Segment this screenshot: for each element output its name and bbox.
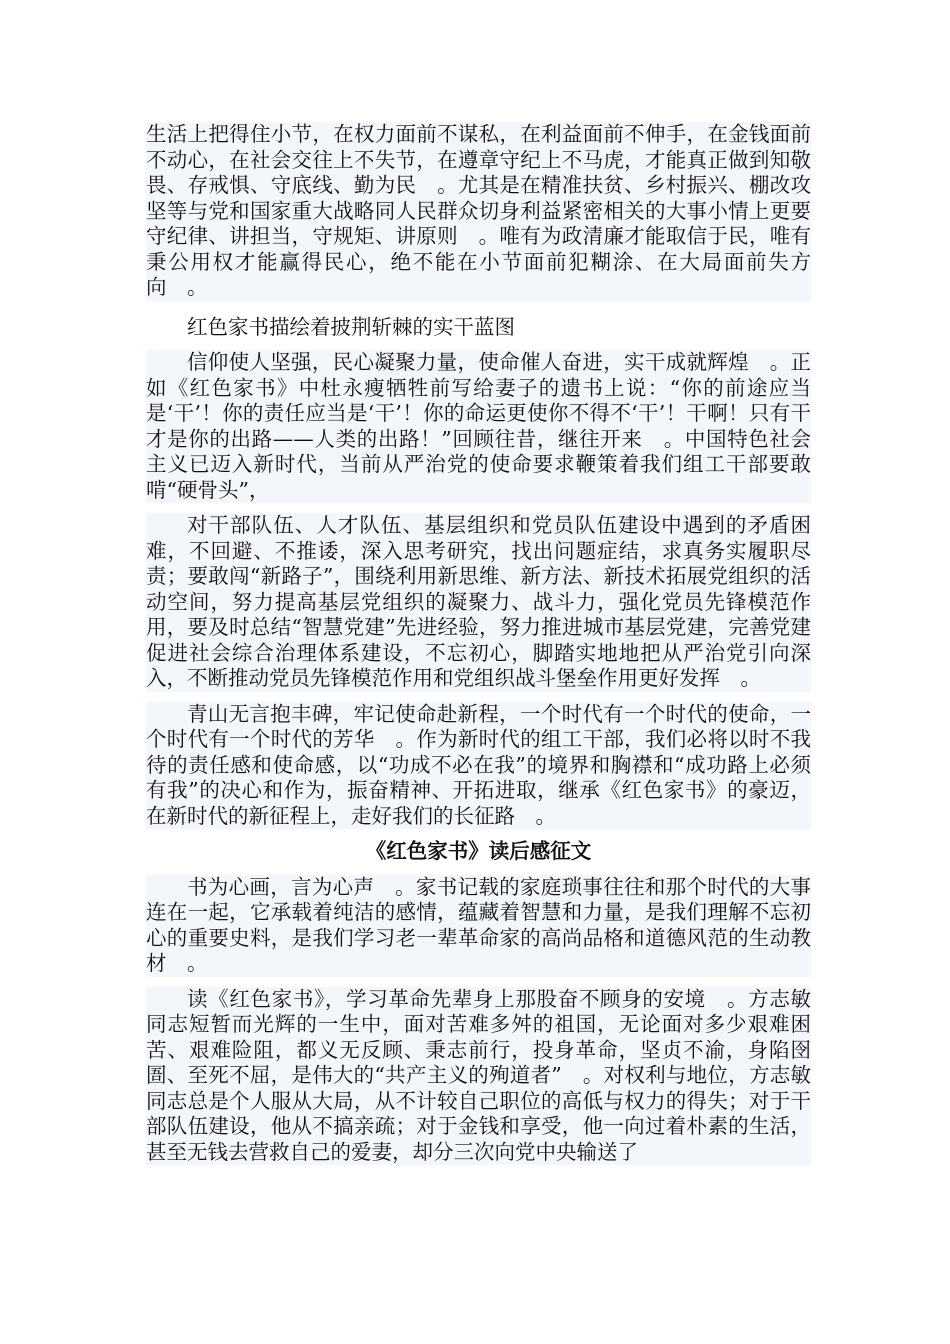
paragraph-2: 信仰使人坚强，民心凝聚力量，使命催人奋进，实干成就辉煌 。正如《红色家书》中杜永瘦牺牲前写给妻子的遗书上说：“你的前途应当是‘干’！你的责任应当是‘干’！你的命运更使你不得不‘干’！干啊！只有干才是你的出路——人类的出路！”回顾往昔，继往开来 。中国特色社会主义已迈入新时代，当前从严治党的使命要求鞭策着我们组工干部要敢啃“硬骨头”，	[146, 350, 811, 502]
paragraph-5: 书为心画，言为心声 。家书记载的家庭琐事往往和那个时代的大事连在一起，它承载着纯洁的感情，蕴藏着智慧和力量，是我们理解不忘初心的重要史料，是我们学习老一辈革命家的高尚品格和道德风范的生动教材 。	[146, 874, 811, 975]
paragraph-gap	[146, 692, 811, 702]
paragraph-3: 对干部队伍、人才队伍、基层组织和党员队伍建设中遇到的矛盾困难，不回避、不推诿，深入思考研究，找出问题症结，求真务实履职尽责；要敢闯“新路子”，围绕利用新思维、新方法、新技术拓展党组织的活动空间，努力提高基层党组织的凝聚力、战斗力，强化党员先锋模范作用，要及时总结“智慧党建”先进经验，努力推进城市基层党建，完善党建促进社会综合治理体系建设，不忘初心，脚踏实地地把从严治党引向深入，不断推动党员先锋模范作用和党组织战斗堡垒作用更好发挥 。	[146, 513, 811, 690]
section-heading: 红色家书描绘着披荆斩棘的实干蓝图	[146, 315, 811, 341]
paragraph-4: 青山无言抱丰碑，牢记使命赴新程，一个时代有一个时代的使命，一个时代有一个时代的芳华 。作为新时代的组工干部，我们必将以时不我待的责任感和使命感，以“功成不必在我”的境界和胸襟和“成功路上必须有我”的决心和作为，振奋精神、开拓进取，继承《红色家书》的豪迈，在新时代的新征程上，走好我们的长征路 。	[146, 701, 811, 828]
paragraph-gap	[146, 977, 811, 987]
document-body	[146, 122, 811, 1165]
paragraph-6: 读《红色家书》，学习革命先辈身上那股奋不顾身的安境 。方志敏同志短暂而光辉的一生中，面对苦难多舛的祖国，无论面对多少艰难困苦、艰难险阻，都义无反顾、秉志前行，投身革命，坚贞不渝，身陷囹圄、至死不屈，是伟大的“共产主义的殉道者” 。对权利与地位，方志敏同志总是个人服从大局，从不计较自己职位的高低与权力的得失；对于干部队伍建设，他从不搞亲疏；对于金钱和享受，他一向过着朴素的生活，甚至无钱去营救自己的爱妻，却分三次向党中央输送了	[146, 986, 811, 1164]
paragraph-intro: 生活上把得住小节，在权力面前不谋私，在利益面前不伸手，在金钱面前不动心，在社会交往上不失节，在遵章守纪上不马虎，才能真正做到知敬畏、存戒惧、守底线、勤为民 。尤其是在精准扶贫、乡村振兴、棚改攻坚等与党和国家重大战略同人民群众切身利益紧密相关的大事小情上更要守纪律、讲担当，守规矩、讲原则 。唯有为政清廉才能取信于民，唯有秉公用权才能赢得民心，绝不能在小节面前犯糊涂、在大局面前失方向 。	[146, 122, 811, 299]
paragraph-gap	[146, 503, 811, 513]
document-title: 《红色家书》读后感征文	[146, 839, 811, 865]
